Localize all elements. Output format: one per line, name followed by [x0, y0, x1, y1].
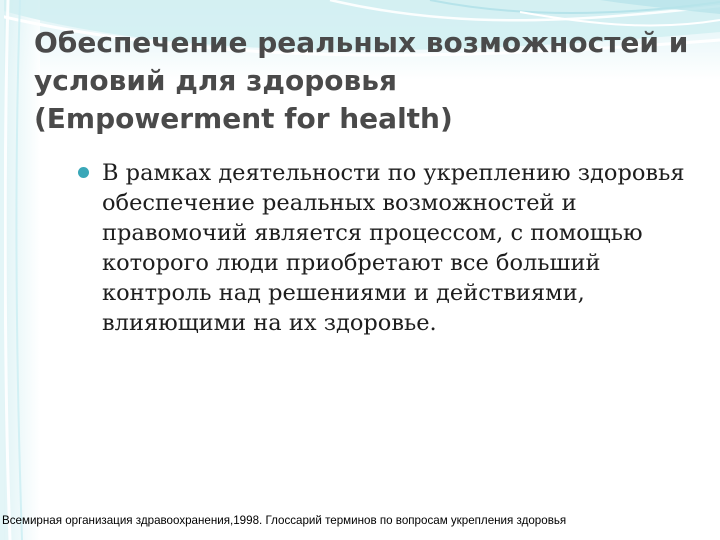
- bullet-list: [78, 158, 698, 338]
- bullet-item: [78, 158, 698, 338]
- source-footnote: Всемирная организация здравоохранения,1998. Глоссарий терминов по вопросам укрепления здоровья: [2, 514, 567, 527]
- circle-bullet-icon: [78, 167, 89, 178]
- bullet-text: В рамках деятельности по укреплению здоровья обеспечение реальных возможностей и правомочий является процессом, с помощью которого люди приобретают все больший контроль над решениями и действиями, влияющими на их здоровье.: [102, 160, 685, 336]
- slide-title: Обеспечение реальных возможностей и условий для здоровья (Empowerment for health): [34, 26, 689, 135]
